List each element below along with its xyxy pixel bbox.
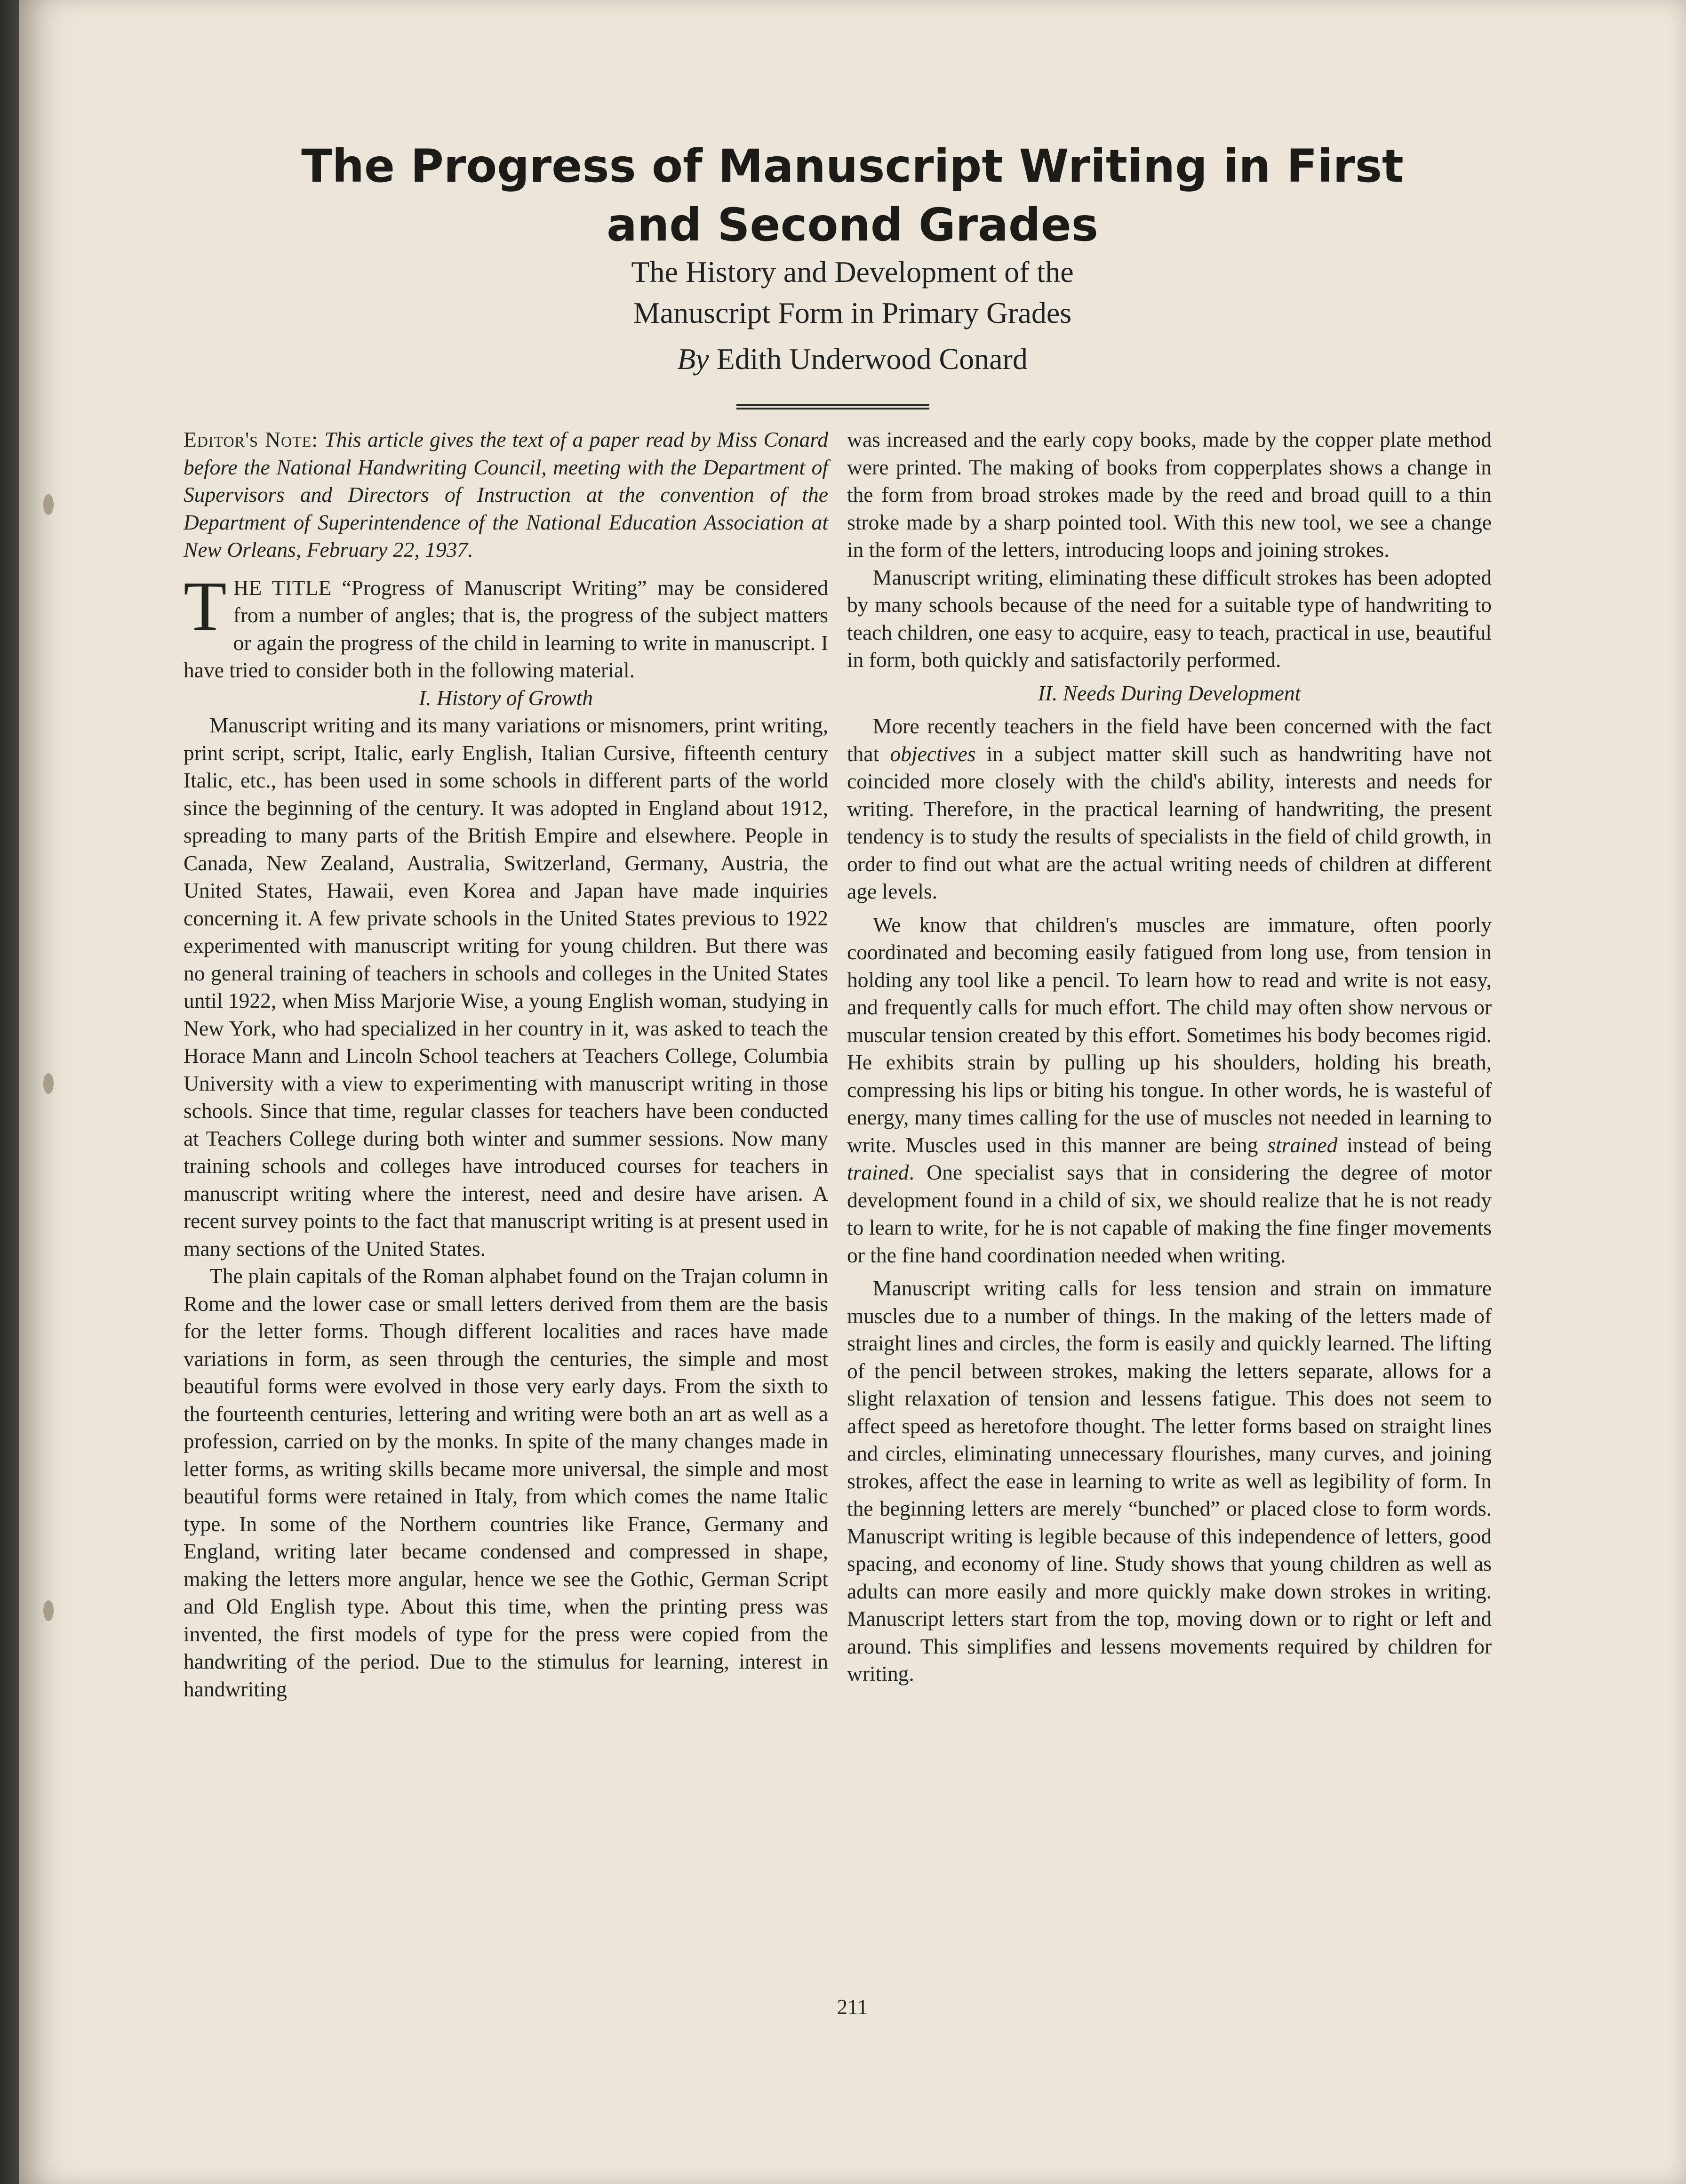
drop-cap: T — [184, 567, 227, 645]
page-number: 211 — [837, 1995, 868, 2019]
text-span: More recently teachers in the field have been concerned with the fact that — [847, 714, 1492, 766]
intro-paragraph — [184, 567, 828, 684]
editors-note — [184, 426, 828, 564]
article-title-line2: and Second Grades — [607, 199, 1098, 251]
body-paragraph — [847, 911, 1492, 1269]
binding-mark — [43, 494, 54, 515]
body-paragraph: The plain capitals of the Roman alphabet found on the Trajan column in Rome and the lower case or small letters derived from them are the basis for the letter forms. Though different localities and races have made variations in form, as seen through the centuries, the simple and most beautiful forms were evolved in those very early days. From the sixth to the fourteenth centuries, lettering and writing were both an art as well as a profession, carried on by the monks. In spite of the many changes made in letter forms, as writing skills became more universal, the simple and most beautiful forms were retained in Italy, from which comes the name Italic type. In some of the Northern countries like France, Germany and England, writing later became condensed and compressed in shape, making the letters more angular, hence we see the Gothic, German Script and Old English type. About this time, when the printing press was invented, the first models of type for the press were copied from the handwriting of the period. Due to the stimulus for learning, interest in handwriting — [184, 1264, 828, 1701]
right-column — [847, 426, 1492, 1688]
editors-note-text: This article gives the text of a paper read by Miss Conard before the National Handwriting Council, meeting with the Department of Supervisors and Directors of Instruction at the convention of the Department of Superintendence of the National Education Association at New Orleans, February 22, 1937. — [184, 427, 829, 562]
article-title-line1: The Progress of Manuscript Writing in First — [301, 140, 1404, 193]
page — [19, 0, 1686, 2184]
binding-mark — [43, 1600, 54, 1621]
byline — [19, 339, 1686, 379]
binding-mark — [43, 1073, 54, 1094]
article-subtitle-line2: Manuscript Form in Primary Grades — [633, 296, 1072, 329]
body-paragraph: Manuscript writing and its many variations or misnomers, print writing, print script, script, Italic, early English, Italian Cursive, fifteenth century Italic, etc., has been used in some schools in different parts of the world since the beginning of the century. It was adopted in England about 1912, spreading to many parts of the British Empire and elsewhere. People in Canada, New Zealand, Australia, Switzerland, Germany, Austria, the United States, Hawaii, even Korea and Japan have made inquiries concerning it. A few private schools in the United States previous to 1922 experimented with manuscript writing for young children. But there was no general training of teachers in schools and colleges in the United States until 1922, when Miss Marjorie Wise, a young English woman, studying in New York, who had specialized in her country in it, was asked to teach the Horace Mann and Lincoln School teachers at Teachers College, Columbia University with a view to experimenting with manuscript writing in those schools. Since that time, regular classes for teachers have been conducted at Teachers College during both winter and summer sessions. Now many training schools and colleges have introduced courses for teachers in manuscript writing where the interest, need and desire have arisen. A recent survey points to the fact that manuscript writing is at present used in many sections of the United States. — [184, 713, 828, 1261]
text-span: . One specialist says that in considering the degree of motor development found in a child of six, we should realize that he is not ready to learn to write, for he is not capable of making the fine finger movements or the fine hand coordination needed when writing. — [847, 1160, 1492, 1267]
author-name: Edith Underwood Conard — [716, 342, 1028, 376]
editors-note-label: Editor's Note: — [184, 427, 318, 451]
text-span: instead of being — [1337, 1132, 1492, 1157]
body-paragraph: Manuscript writing calls for less tension and strain on immature muscles due to a number of things. In the making of the letters made of straight lines and circles, the form is easily and quickly learned. The lifting of the pencil between strokes, making the letters separate, allows for a slight relaxation of tension and lessens fatigue. This does not seem to affect speed as heretofore thought. The letter forms based on straight lines and circles, eliminating unnecessary flourishes, many curves, and joining strokes, affect the ease in learning to write as well as legibility of form. In the beginning letters are merely “bunched” or placed close to form words. Manuscript writing is legible because of this independence of letters, good spacing, and economy of line. Study shows that young children as well as adults can more easily and more quickly make down strokes in writing. Manuscript letters start from the top, moving down or to right or left and around. This simplifies and lessens movements required by children for writing. — [847, 1276, 1492, 1686]
text-span: in a subject matter skill such as handwriting have not coincided more closely with the child's ability, interests and needs for writing. Therefore, in the practical learning of handwriting, the present tendency is to study the results of specialists in the field of child growth, in order to find out what are the actual writing needs of children at different age levels. — [847, 741, 1492, 903]
section-heading-needs: II. Needs During Development — [1038, 681, 1301, 705]
intro-text: HE TITLE “Progress of Manuscript Writing” may be considered from a number of angles; that is, the progress of the subject matters or again the progress of the child in learning to write in manuscript. I have tried to consider both in the following material. — [184, 575, 828, 682]
emphasis-objectives: objectives — [890, 741, 976, 766]
section-heading-history: I. History of Growth — [419, 685, 593, 710]
emphasis-strained: strained — [1267, 1132, 1338, 1157]
article-subtitle-line1: The History and Development of the — [631, 255, 1074, 289]
text-span: We know that children's muscles are immature, often poorly coordinated and becoming easily fatigued from long use, from tension in holding any tool like a pencil. To learn how to read and write is not easy, and frequently calls for much effort. The child may often show nervous or muscular tension created by this effort. Sometimes his body becomes rigid. He exhibits strain by pulling up his shoulders, holding his breath, compressing his lips or biting his tongue. In other words, he is wasteful of energy, many times calling for the use of muscles not needed in learning to write. Muscles used in this manner are being — [847, 912, 1492, 1157]
left-column — [184, 426, 828, 1703]
byline-prefix: By — [677, 342, 709, 376]
title-divider — [736, 404, 929, 410]
emphasis-trained: trained — [847, 1160, 909, 1184]
body-paragraph: was increased and the early copy books, made by the copper plate method were printed. The making of books from copperplates shows a change in the form from broad strokes made by the reed and broad quill to a thin stroke made by a sharp pointed tool. With this new tool, we see a change in the form of the letters, introducing loops and joining strokes. — [847, 427, 1492, 562]
body-paragraph — [847, 713, 1492, 906]
body-paragraph: Manuscript writing, eliminating these difficult strokes has been adopted by many schools because of the need for a suitable type of handwriting to teach children, one easy to acquire, easy to teach, practical in use, beautiful in form, both quickly and satisfactorily performed. — [847, 565, 1492, 672]
